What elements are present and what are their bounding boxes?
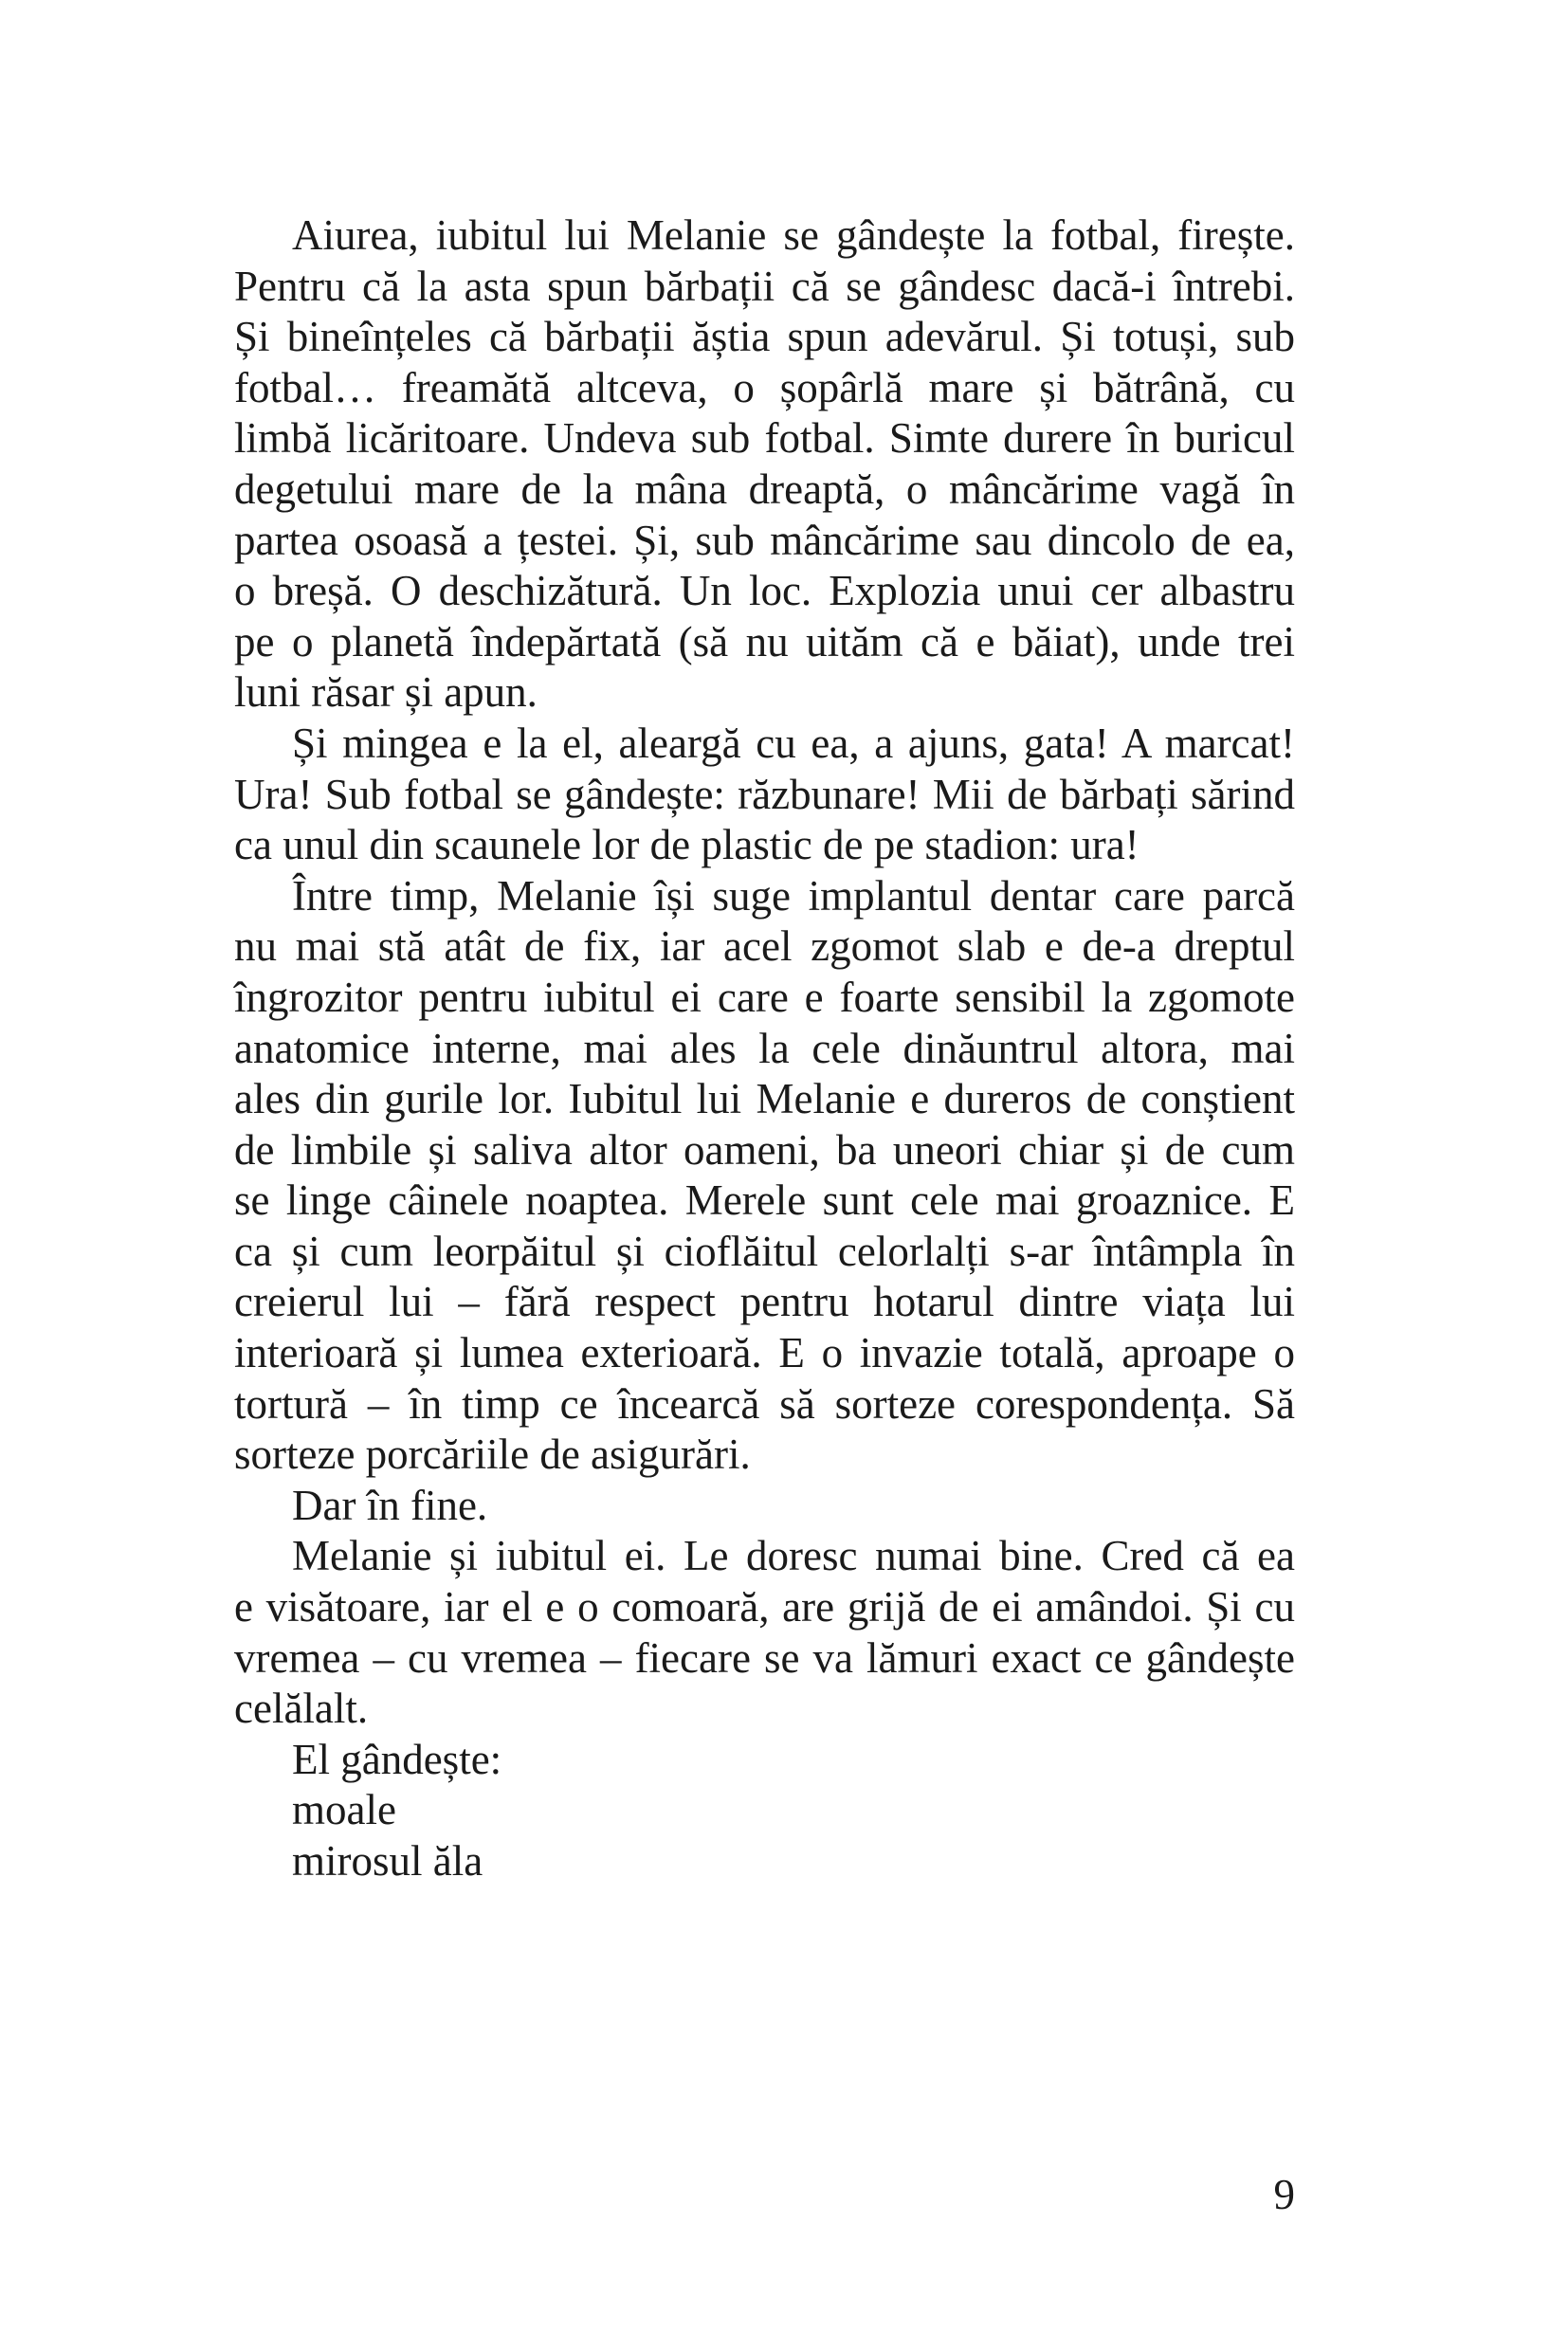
text-line: Pentru că la asta spun bărbații că se gândesc dacă-i întrebi. xyxy=(234,262,1295,310)
text-line: Între timp, Melanie își suge implantul dentar care parcă xyxy=(292,871,1295,920)
text-line: tortură – în timp ce încearcă să sorteze corespondența. Să xyxy=(234,1379,1295,1428)
text-line: Aiurea, iubitul lui Melanie se gândește la fotbal, firește. xyxy=(292,211,1295,259)
page-text xyxy=(234,210,1295,1887)
text-line: nu mai stă atât de fix, iar acel zgomot slab e de-a dreptul xyxy=(234,922,1295,971)
text-line: limbă licăritoare. Undeva sub fotbal. Simte durere în buricul xyxy=(234,414,1295,463)
text-line: o breșă. O deschizătură. Un loc. Explozia unui cer albastru xyxy=(234,567,1295,615)
text-line: moale xyxy=(292,1786,396,1834)
text-line: Melanie și iubitul ei. Le doresc numai bine. Cred că ea xyxy=(292,1532,1295,1580)
text-line: se linge câinele noaptea. Merele sunt cele mai groaznice. E xyxy=(234,1176,1295,1225)
text-line: interioară și lumea exterioară. E o invazie totală, aproape o xyxy=(234,1329,1295,1377)
text-line: celălalt. xyxy=(234,1685,369,1733)
text-line: ca unul din scaunele lor de plastic de pe stadion: ura! xyxy=(234,821,1140,869)
text-line: El gândește: xyxy=(292,1735,502,1783)
text-line: Și bineînțeles că bărbații ăștia spun adevărul. Și totuși, sub xyxy=(234,313,1295,361)
text-line: degetului mare de la mâna dreaptă, o mâncărime vagă în xyxy=(234,465,1295,513)
text-line: Ura! Sub fotbal se gândește: răzbunare! Mii de bărbați sărind xyxy=(234,770,1295,818)
text-line: ales din gurile lor. Iubitul lui Melanie e dureros de conștient xyxy=(234,1075,1295,1123)
text-line: fotbal… freamătă altceva, o șopârlă mare și bătrână, cu xyxy=(234,363,1295,411)
text-line: e visătoare, iar el e o comoară, are grijă de ei amândoi. Și cu xyxy=(234,1583,1295,1631)
text-line: vremea – cu vremea – fiecare se va lămuri exact ce gândește xyxy=(234,1633,1295,1682)
text-line: Dar în fine. xyxy=(292,1481,488,1529)
text-line: sorteze porcăriile de asigurări. xyxy=(234,1431,751,1479)
text-line: mirosul ăla xyxy=(292,1837,483,1885)
text-line: creierul lui – fără respect pentru hotarul dintre viața lui xyxy=(234,1278,1295,1326)
text-line: anatomice interne, mai ales la cele dinăuntrul altora, mai xyxy=(234,1024,1295,1072)
text-line: luni răsar și apun. xyxy=(234,668,538,717)
text-line: îngrozitor pentru iubitul ei care e foarte sensibil la zgomote xyxy=(234,973,1295,1021)
text-line: ca și cum leorpăitul și cioflăitul celorlalți s-ar întâmpla în xyxy=(234,1227,1295,1275)
page-number: 9 xyxy=(1273,2171,1295,2218)
text-line: partea osoasă a țestei. Și, sub mâncărime sau dincolo de ea, xyxy=(234,516,1295,564)
text-line: de limbile și saliva altor oameni, ba uneori chiar și de cum xyxy=(234,1125,1295,1174)
text-line: Și mingea e la el, aleargă cu ea, a ajuns, gata! A marcat! xyxy=(292,719,1295,767)
text-line: pe o planetă îndepărtată (să nu uităm că e băiat), unde trei xyxy=(234,617,1295,665)
